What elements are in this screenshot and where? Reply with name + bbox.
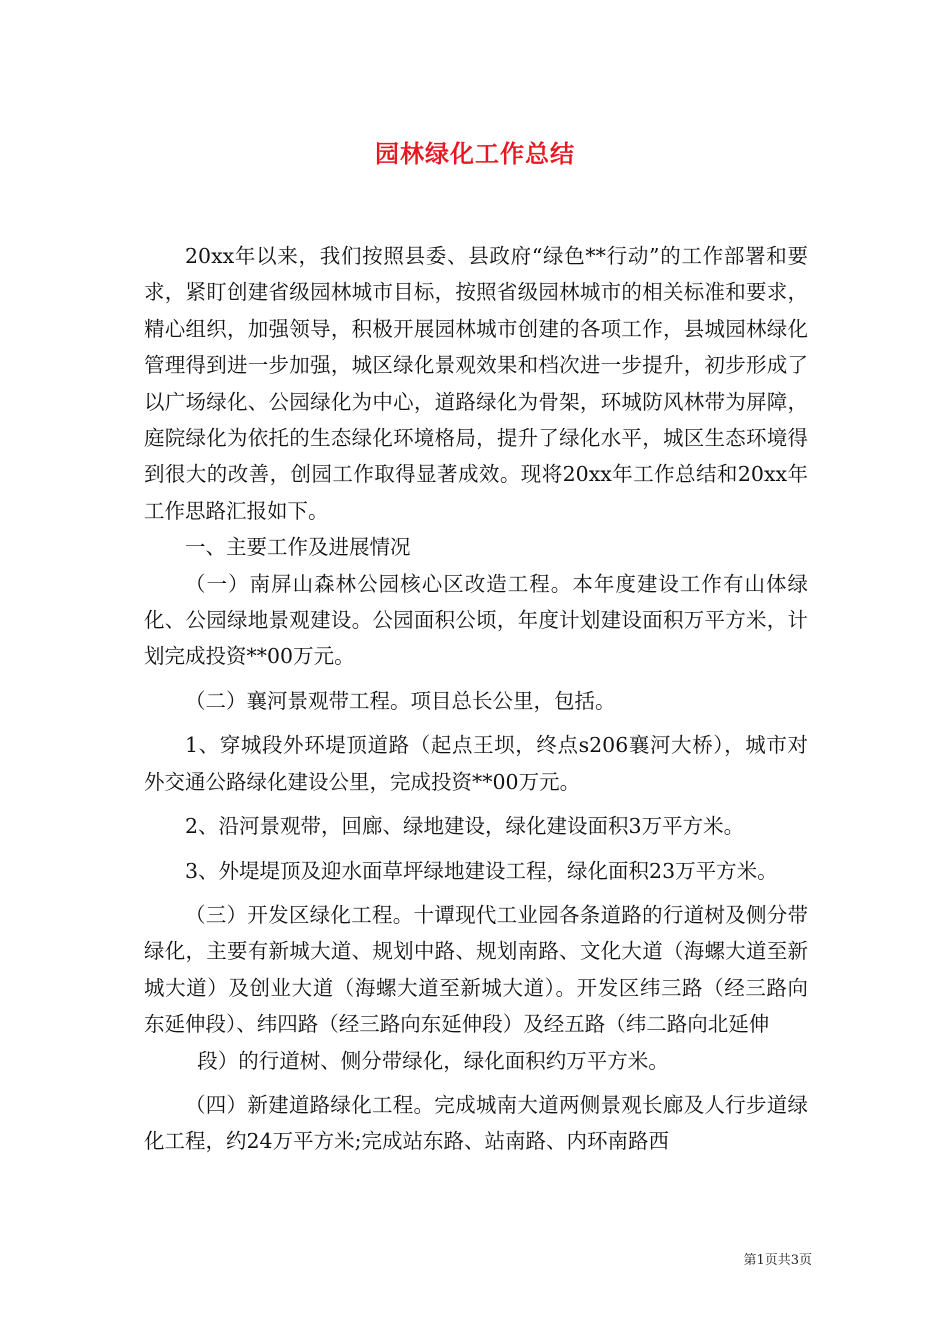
page-number: 第1页共3页 bbox=[743, 1253, 812, 1268]
paragraph-item-2: （二）襄河景观带工程。项目总长公里，包括。 bbox=[185, 688, 616, 713]
paragraph-subitem-2: 2、沿河景观带，回廊、绿地建设，绿化建设面积3万平方米。 bbox=[185, 814, 745, 839]
paragraph-item-4: （四）新建道路绿化工程。完成城南大道两侧景观长廊及人行步道绿化工程，约24万平方米;完成站东路、站南路、内环南路西 bbox=[144, 1092, 808, 1154]
paragraph-item-3-continued: 段）的行道树、侧分带绿化，绿化面积约万平方米。 bbox=[197, 1048, 669, 1073]
paragraph-intro: 20xx年以来，我们按照县委、县政府“绿色**行动”的工作部署和要求，紧盯创建省级园林城市目标，按照省级园林城市的相关标准和要求，精心组织，加强领导，积极开展园林城市创建的各项工作，县城园林绿化管理得到进一步加强，城区绿化景观效果和档次进一步提升，初步形成了以广场绿化、公园绿化为中心，道路绿化为骨架，环城防风林带为屏障，庭院绿化为依托的生态绿化环境格局，提升了绿化水平，城区生态环境得到很大的改善，创园工作取得显著成效。现将20xx年工作总结和20xx年工作思路汇报如下。 bbox=[144, 244, 808, 523]
paragraph-subitem-3: 3、外堤堤顶及迎水面草坪绿地建设工程，绿化面积23万平方米。 bbox=[185, 858, 778, 883]
document-body bbox=[144, 238, 808, 1160]
paragraph-item-1: （一）南屏山森林公园核心区改造工程。本年度建设工作有山体绿化、公园绿地景观建设。公园面积公顷，年度计划建设面积万平方米，计划完成投资**00万元。 bbox=[144, 571, 808, 669]
section-heading-main-work: 一、主要工作及进展情况 bbox=[185, 535, 411, 560]
paragraph-item-3: （三）开发区绿化工程。十谭现代工业园各条道路的行道树及侧分带绿化，主要有新城大道、规划中路、规划南路、文化大道（海螺大道至新城大道）及创业大道（海螺大道至新城大道）。开发区纬三路（经三路向东延伸段）、纬四路（经三路向东延伸段）及经五路（纬二路向北延伸 bbox=[144, 902, 808, 1037]
paragraph-subitem-1: 1、穿城段外环堤顶道路（起点王坝，终点s206襄河大桥），城市对外交通公路绿化建设公里，完成投资**00万元。 bbox=[144, 733, 808, 794]
document-title: 园林绿化工作总结 bbox=[375, 139, 575, 168]
